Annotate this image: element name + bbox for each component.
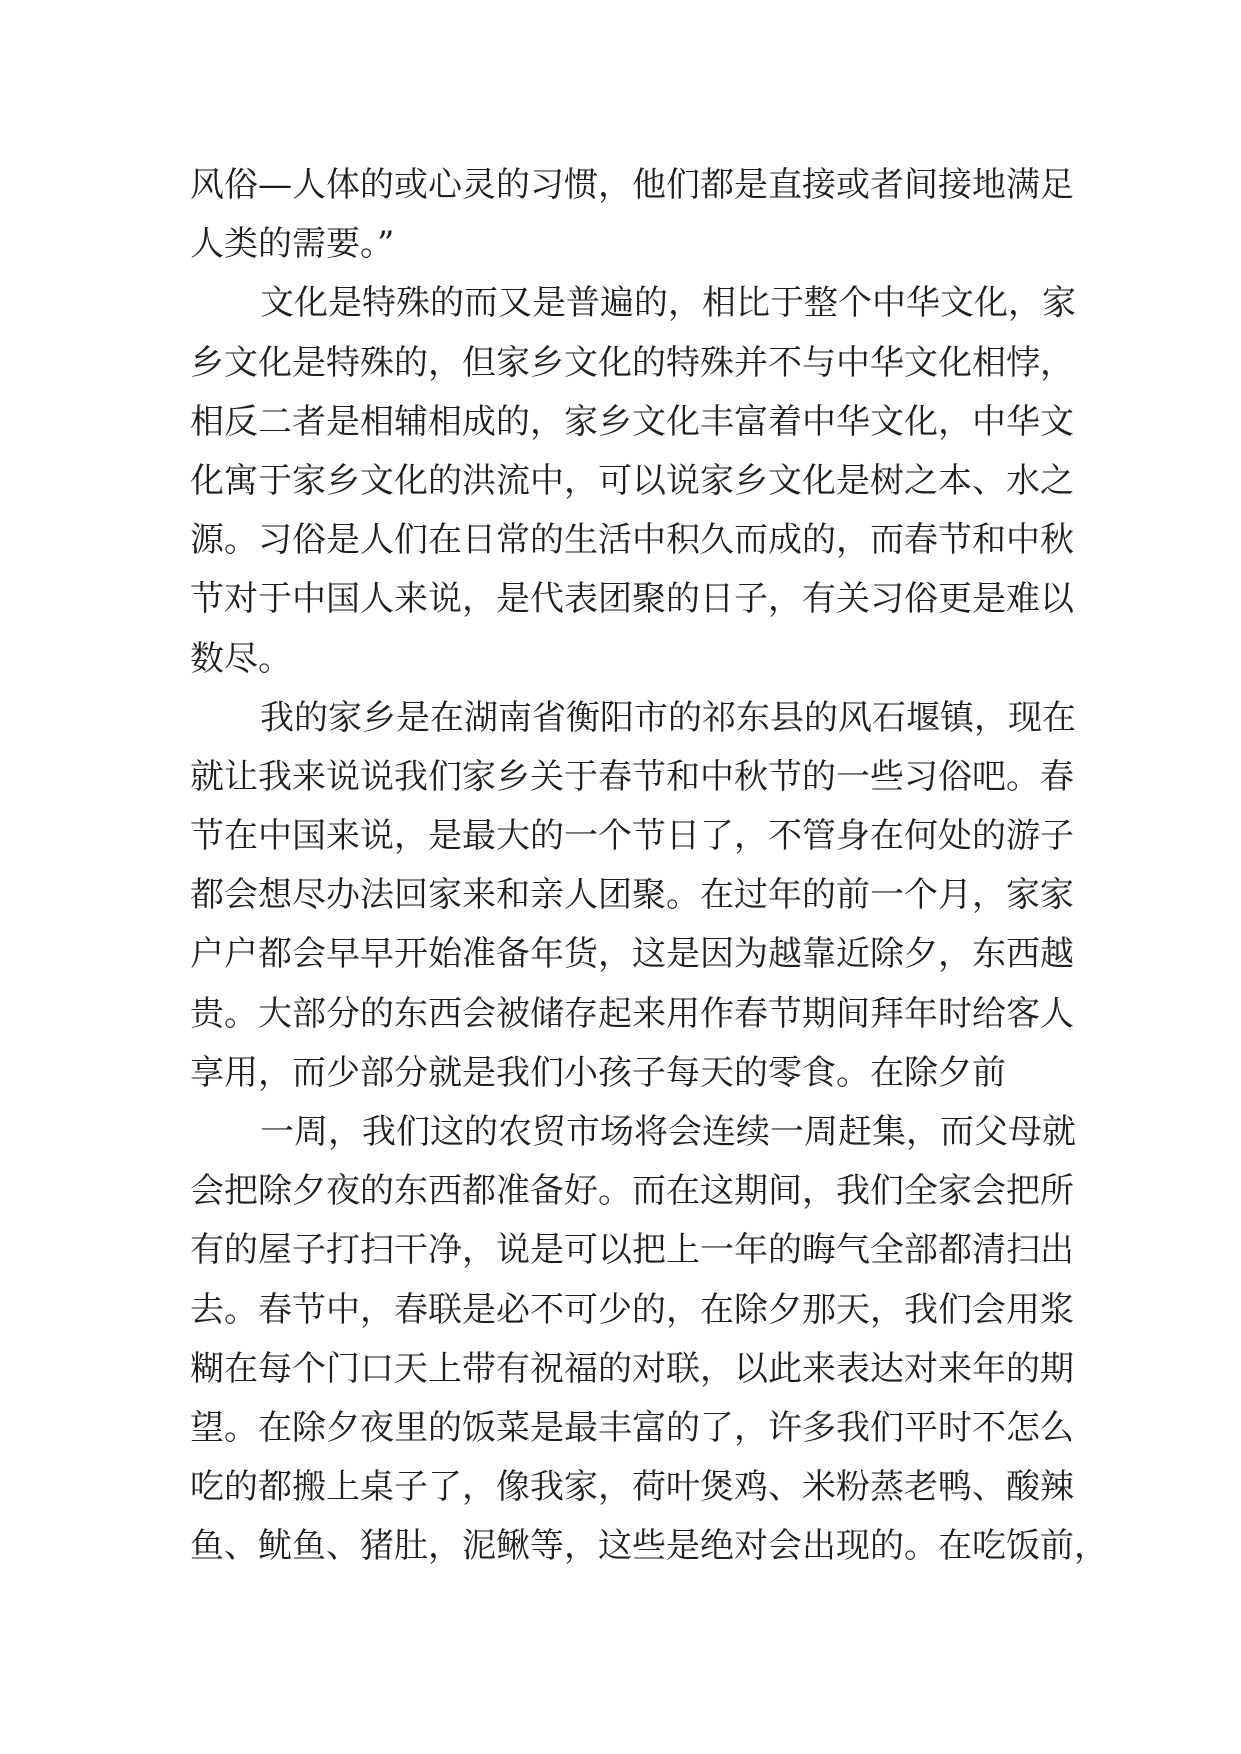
text-line-16: 享用，而少部分就是我们小孩子每天的零食。在除夕前 xyxy=(190,1052,1006,1093)
text-line-19: 有的屋子打扫干净，说是可以把上一年的晦气全部都清扫出 xyxy=(190,1230,1074,1271)
text-line-1: 风俗—人体的或心灵的习惯，他们都是直接或者间接地满足 xyxy=(190,165,1074,205)
text-line-5: 相反二者是相辅相成的，家乡文化丰富着中华文化，中华文 xyxy=(190,401,1074,442)
text-line-7: 源。习俗是人们在日常的生活中积久而成的，而春节和中秋 xyxy=(190,520,1074,561)
text-line-4: 乡文化是特殊的，但家乡文化的特殊并不与中华文化相悖， xyxy=(190,342,1074,383)
text-line-20: 去。春节中，春联是必不可少的，在除夕那天，我们会用浆 xyxy=(190,1289,1074,1330)
text-line-11: 就让我来说说我们家乡关于春节和中秋节的一些习俗吧。春 xyxy=(190,756,1074,797)
text-line-14: 户户都会早早开始准备年货，这是因为越靠近除夕，东西越 xyxy=(190,934,1074,975)
text-line-17: 一周，我们这的农贸市场将会连续一周赶集，而父母就 xyxy=(260,1112,1076,1152)
text-line-2: 人类的需要。” xyxy=(190,224,395,265)
text-line-10: 我的家乡是在湖南省衡阳市的祁东县的风石堰镇，现在 xyxy=(260,697,1076,738)
text-line-3: 文化是特殊的而又是普遍的，相比于整个中华文化，家 xyxy=(260,283,1076,324)
text-line-8: 节对于中国人来说，是代表团聚的日子，有关习俗更是难以 xyxy=(190,579,1074,620)
text-line-22: 望。在除夕夜里的饭菜是最丰富的了，许多我们平时不怎么 xyxy=(190,1407,1074,1448)
text-line-13: 都会想尽办法回家来和亲人团聚。在过年的前一个月，家家 xyxy=(190,875,1074,916)
text-line-12: 节在中国来说，是最大的一个节日了，不管身在何处的游子 xyxy=(190,816,1074,857)
text-line-15: 贵。大部分的东西会被储存起来用作春节期间拜年时给客人 xyxy=(190,993,1074,1034)
body-text xyxy=(190,156,1108,1577)
text-line-23: 吃的都搬上桌子了，像我家，荷叶煲鸡、米粉蒸老鸭、酸辣 xyxy=(190,1467,1074,1508)
text-line-6: 化寓于家乡文化的洪流中，可以说家乡文化是树之本、水之 xyxy=(190,460,1074,501)
text-line-18: 会把除夕夜的东西都准备好。而在这期间，我们全家会把所 xyxy=(190,1171,1074,1212)
text-line-9: 数尽。 xyxy=(190,638,292,679)
text-line-21: 糊在每个门口天上带有祝福的对联，以此来表达对来年的期 xyxy=(190,1348,1074,1389)
text-line-24: 鱼、鱿鱼、猪肚，泥鳅等，这些是绝对会出现的。在吃饭前， xyxy=(190,1526,1108,1567)
